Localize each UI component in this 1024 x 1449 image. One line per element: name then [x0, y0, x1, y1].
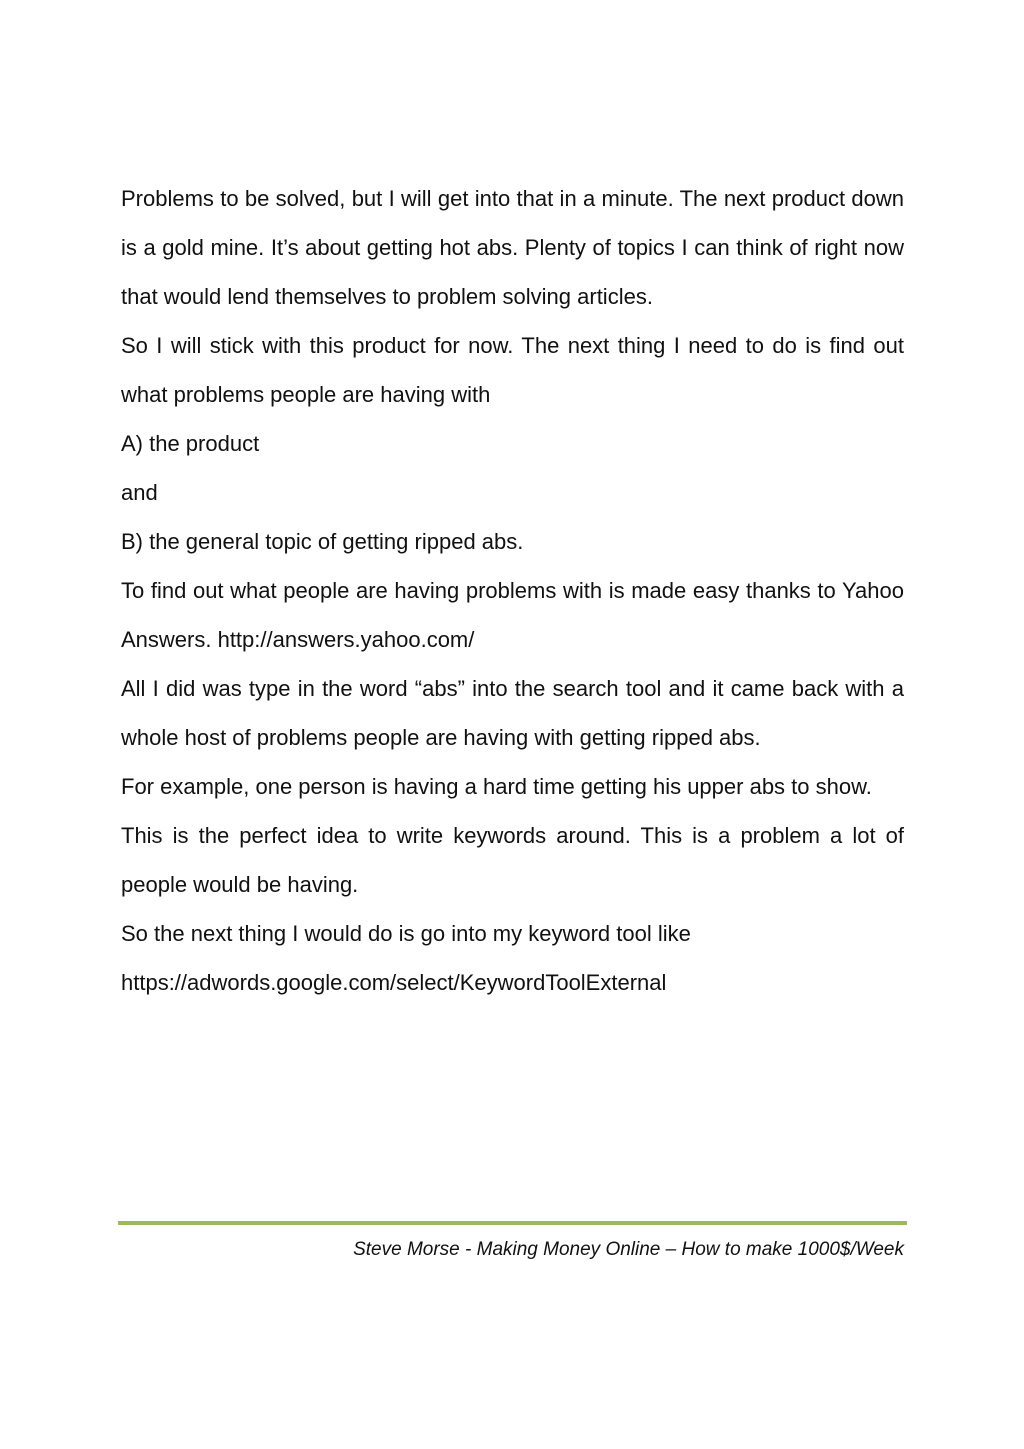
paragraph-stick-with-product: So I will stick with this product for now. The next thing I need to do is find out what problems people are having with	[121, 333, 904, 407]
keyword-tool-url: https://adwords.google.com/select/KeywordToolExternal	[121, 970, 667, 995]
body-text	[121, 174, 904, 1007]
list-item-b: B) the general topic of getting ripped abs.	[121, 529, 524, 554]
paragraph-keyword-tool: So the next thing I would do is go into my keyword tool like	[121, 921, 691, 946]
list-item-a: A) the product	[121, 431, 260, 456]
paragraph-keyword-idea: This is the perfect idea to write keywords around. This is a problem a lot of people would be having.	[121, 823, 904, 897]
footer-title: Steve Morse - Making Money Online – How to make 1000$/Week	[353, 1239, 904, 1260]
paragraph-yahoo-answers: To find out what people are having problems with is made easy thanks to Yahoo Answers. http://answers.yahoo.com/	[121, 578, 904, 652]
list-connector: and	[121, 480, 158, 505]
paragraph-intro: Problems to be solved, but I will get into that in a minute. The next product down is a gold mine. It’s about getting hot abs. Plenty of topics I can think of right now that would lend themselves to problem solving articles.	[121, 186, 904, 309]
paragraph-search-tool: All I did was type in the word “abs” into the search tool and it came back with a whole host of problems people are having with getting ripped abs.	[121, 676, 904, 750]
footer-divider	[118, 1221, 907, 1225]
paragraph-example: For example, one person is having a hard time getting his upper abs to show.	[121, 774, 872, 799]
